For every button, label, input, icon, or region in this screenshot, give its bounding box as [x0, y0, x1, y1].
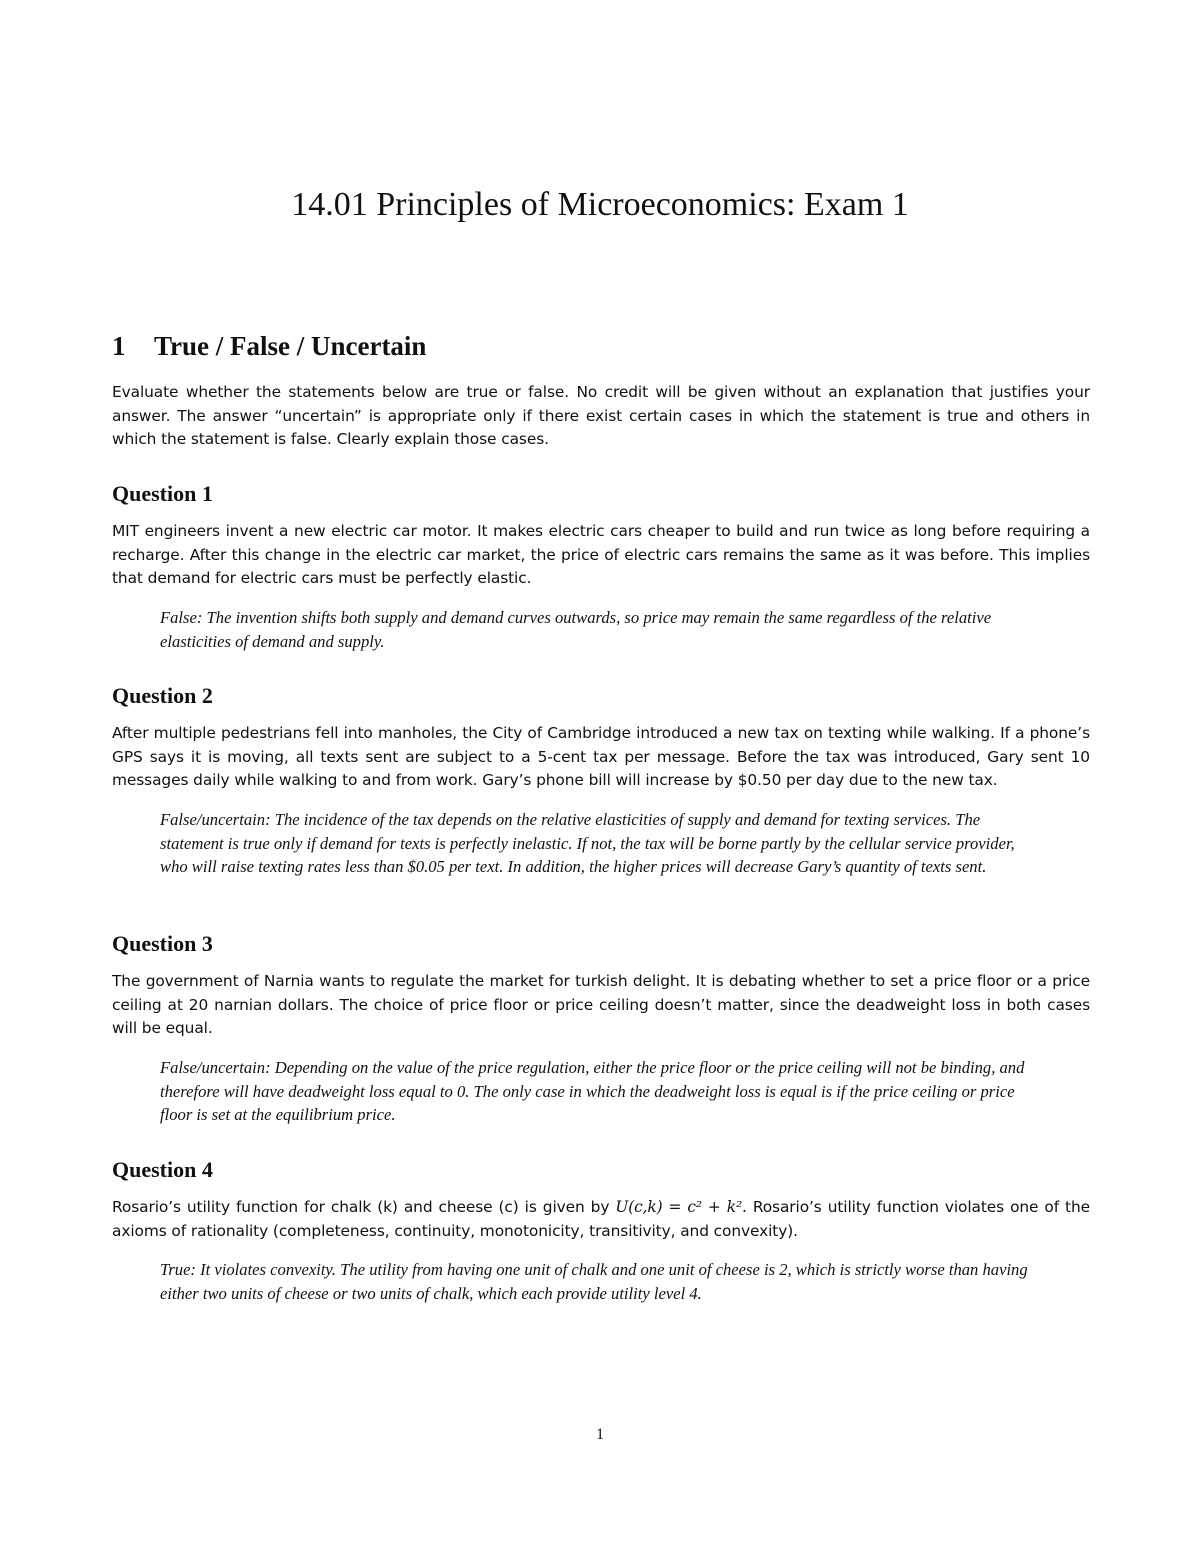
question-4-text-before: Rosario’s utility function for chalk (k) and cheese (c) is given by [112, 1198, 610, 1216]
section-title: True / False / Uncertain [154, 331, 427, 361]
question-4-text-after: Rosario’s utility function violates one of the axioms of rationality (completeness, continuity, monotonicity, transitivity, and convexity). [112, 1198, 1090, 1240]
document-title: 14.01 Principles of Microeconomics: Exam 1 [291, 186, 909, 223]
question-4-heading: Question 4 [112, 1157, 213, 1182]
section-number: 1 [112, 331, 126, 361]
question-2-heading: Question 2 [112, 683, 213, 708]
question-1-text: MIT engineers invent a new electric car motor. It makes electric cars cheaper to build and run twice as long before requiring a recharge. After this change in the electric car market, the price of electric cars remains the same as it was before. This implies that demand for electric cars must be perfectly elastic. [112, 522, 1090, 587]
question-4-text [112, 1196, 1090, 1243]
question-1-answer: False: The invention shifts both supply and demand curves outwards, so price may remain the same regardless of the relative elasticities of demand and supply. [160, 608, 992, 651]
question-1-heading: Question 1 [112, 481, 213, 506]
question-4-answer: True: It violates convexity. The utility from having one unit of chalk and one unit of cheese is 2, which is strictly worse than having either two units of cheese or two units of chalk, which each provide utility level 4. [160, 1260, 1028, 1303]
question-3-answer: False/uncertain: Depending on the value of the price regulation, either the price floor or the price ceiling will not be binding, and therefore will have deadweight loss equal to 0. The only case in which the deadweight loss is equal is if the price ceiling or price floor is set at the equilibrium price. [160, 1058, 1025, 1124]
question-2-answer: False/uncertain: The incidence of the tax depends on the relative elasticities of supply and demand for texting services. The statement is true only if demand for texts is perfectly inelastic. If not, the tax will be borne partly by the cellular service provider, who will raise texting rates less than $0.05 per text. In addition, the higher prices will decrease Gary’s quantity of texts sent. [160, 810, 1015, 876]
question-2-text: After multiple pedestrians fell into manholes, the City of Cambridge introduced a new tax on texting while walking. If a phone’s GPS says it is moving, all texts sent are subject to a 5-cent tax per message. Before the tax was introduced, Gary sent 10 messages daily while walking to and from work. Gary’s phone bill will increase by $0.50 per day due to the new tax. [112, 724, 1090, 789]
utility-formula: U(c,k) = c² + k². [615, 1198, 747, 1216]
section-heading [112, 326, 426, 366]
instructions-paragraph: Evaluate whether the statements below are true or false. No credit will be given without an explanation that justifies your answer. The answer “uncertain” is appropriate only if there exist certain cases in which the statement is true and others in which the statement is false. Clearly explain those cases. [112, 383, 1090, 448]
question-3-text: The government of Narnia wants to regulate the market for turkish delight. It is debating whether to set a price floor or a price ceiling at 20 narnian dollars. The choice of price floor or price ceiling doesn’t matter, since the deadweight loss in both cases will be equal. [112, 972, 1090, 1037]
page-number: 1 [596, 1426, 604, 1443]
question-3-heading: Question 3 [112, 931, 213, 956]
